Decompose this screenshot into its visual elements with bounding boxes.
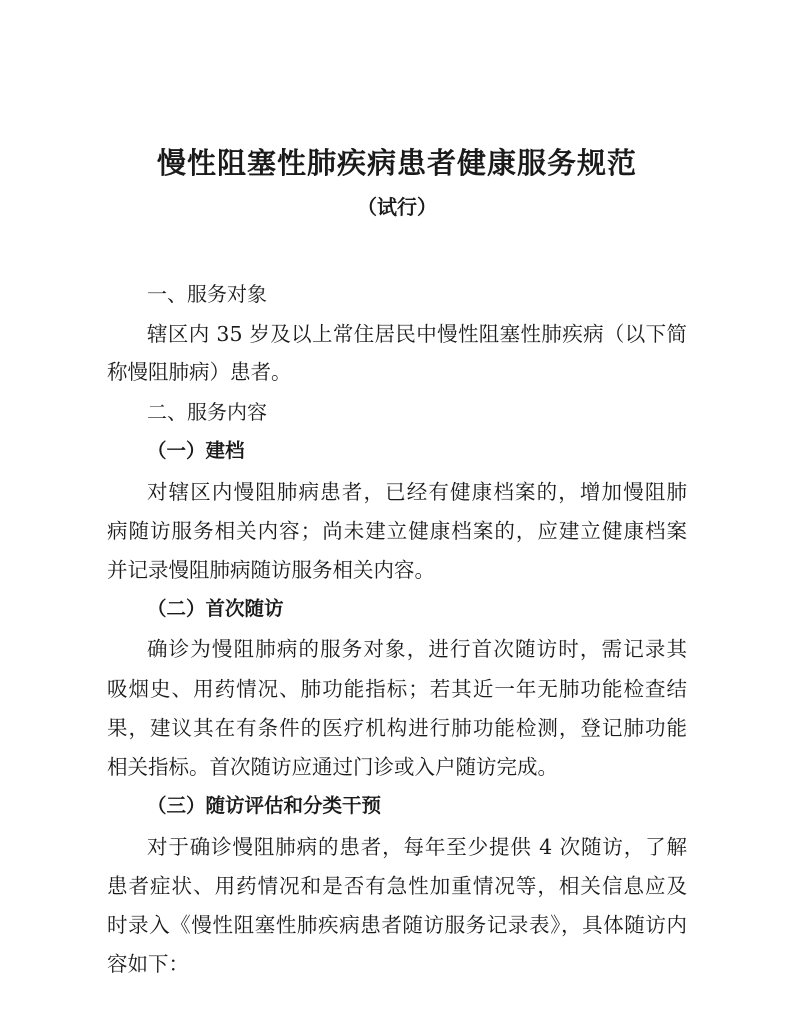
paragraph-line: 并记录慢阻肺病随访服务相关内容。 [107,558,435,582]
paragraph-line: 对于确诊慢阻肺病的患者，每年至少提供 4 次随访，了解 [147,835,687,859]
paragraph-line: 时录入《慢性阻塞性肺疾病患者随访服务记录表》，具体随访内 [107,913,687,937]
paragraph-line: 吸烟史、用药情况、肺功能指标；若其近一年无肺功能检查结 [107,677,687,701]
subsection-heading-filing: （一）建档 [147,439,245,462]
paragraph-line: 称慢阻肺病）患者。 [107,360,292,384]
paragraph-line: 确诊为慢阻肺病的服务对象，进行首次随访时，需记录其 [147,637,687,661]
paragraph-line: 容如下： [107,952,189,976]
section-heading-service-target: 一、服务对象 [147,282,267,306]
subsection-heading-followup-assessment: （三）随访评估和分类干预 [147,794,382,817]
paragraph-line: 对辖区内慢阻肺病患者，已经有健康档案的，增加慢阻肺 [147,480,687,504]
paragraph-line: 患者症状、用药情况和是否有急性加重情况等，相关信息应及 [107,874,687,898]
document-subtitle: （试行） [357,195,437,219]
document-title: 慢性阻塞性肺疾病患者健康服务规范 [156,146,637,180]
paragraph-line: 辖区内 35 岁及以上常住居民中慢性阻塞性肺疾病（以下简 [147,322,687,346]
section-heading-service-content: 二、服务内容 [147,400,267,424]
paragraph-line: 果，建议其在有条件的医疗机构进行肺功能检测，登记肺功能 [107,716,687,740]
subsection-heading-first-followup: （二）首次随访 [147,597,284,620]
paragraph-line: 相关指标。首次随访应通过门诊或入户随访完成。 [107,755,558,779]
paragraph-line: 病随访服务相关内容；尚未建立健康档案的，应建立健康档案 [107,519,687,543]
